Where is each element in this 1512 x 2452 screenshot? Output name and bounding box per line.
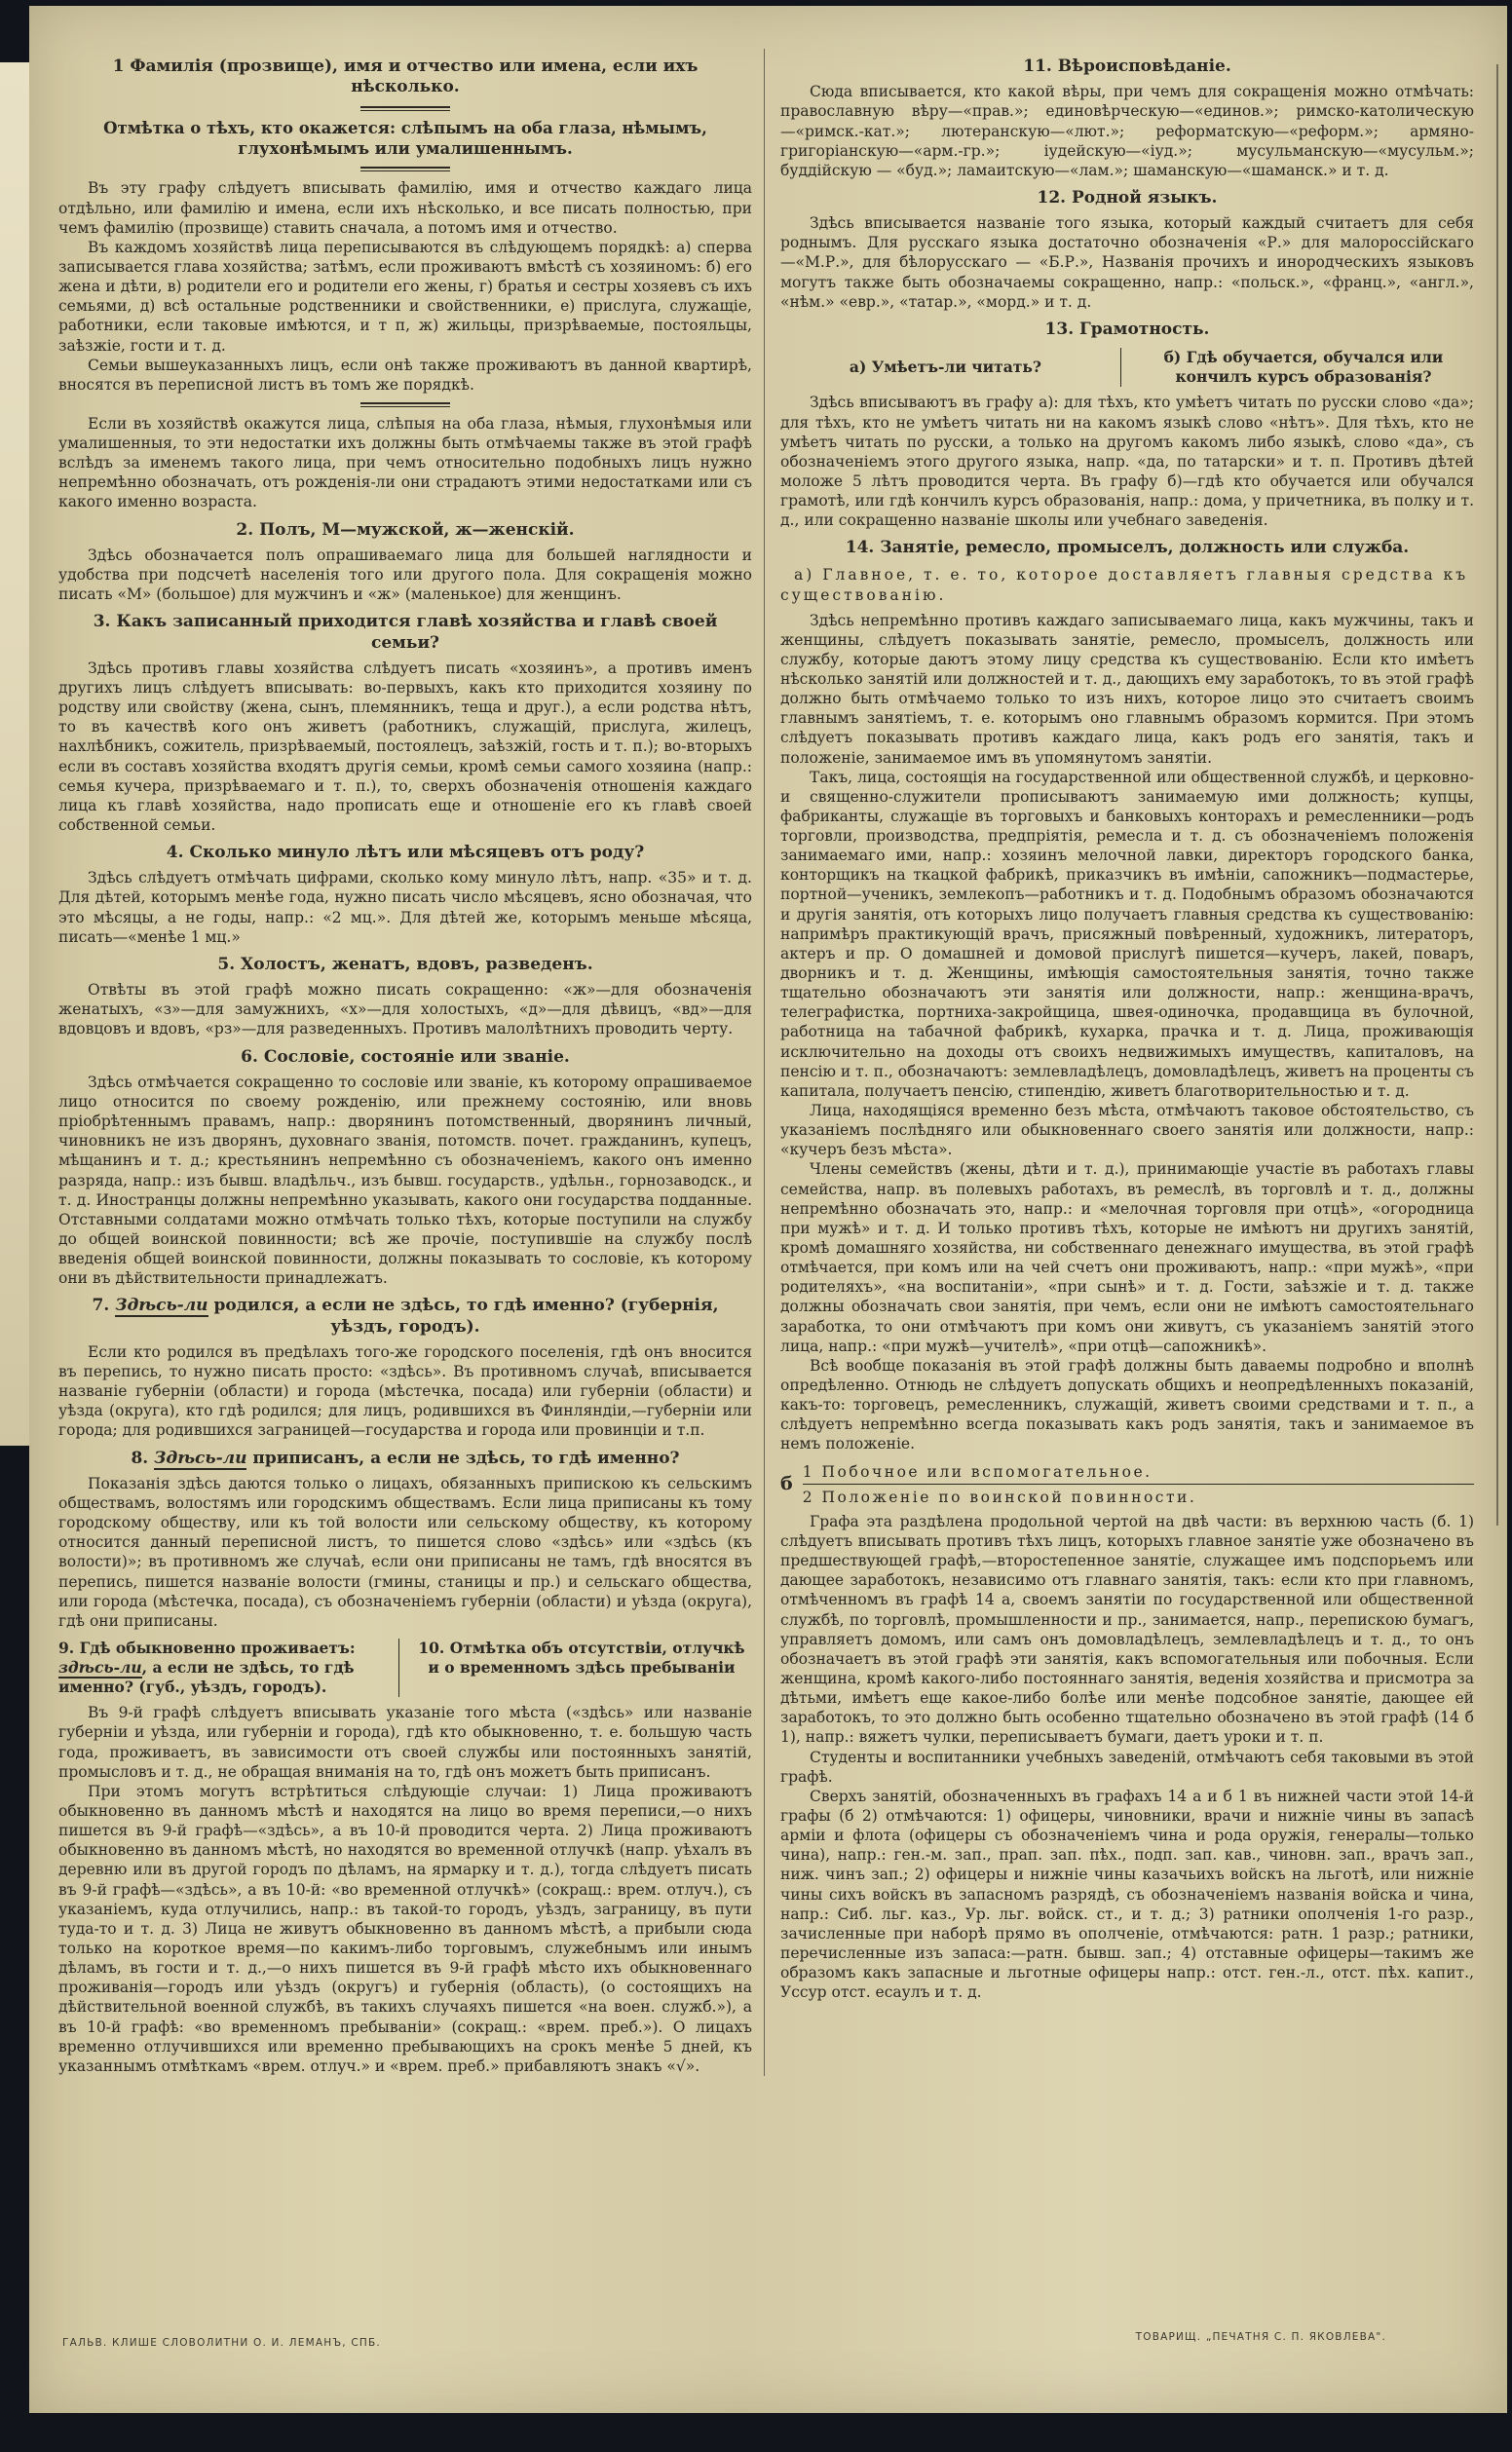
paragraph-age: Здѣсь слѣдуетъ отмѣчать цифрами, сколько кому минуло лѣтъ, напр. «35» и т. д. Для дѣтей, которымъ менѣе года, нужно писать число мѣсяцевъ, ясно обозначая, что это мѣсяцы, а не годы, напр.: «2 мц.». Для дѣтей же, которымъ меньше мѣсяца, писать—«менѣе 1 мц.» <box>58 869 752 946</box>
paragraph-registration: Показанія здѣсь даются только о лицахъ, обязанныхъ припискою къ сельскимъ обществамъ, волостямъ или городскимъ обществамъ. Если лица приписаны къ тому городскому обществу, или къ той волости или сельскому обществу, къ которому относится данный переписной листъ, то пишется слово «здѣсь» или «здѣсь (къ волости)»; въ противномъ же случаѣ, если они приписаны не тамъ, гдѣ вносятся въ перепись, пишется названіе волости (гмины, станицы и пр.) и сельскаго общества, или города (мѣстечка, посада), съ обозначеніемъ губерніи (области) и уѣзда (округа), гдѣ они приписаны. <box>58 1474 752 1630</box>
section-14-heading: 14. Занятіе, ремесло, промыселъ, должность или служба. <box>845 538 1410 558</box>
section-14b-headings <box>780 1462 1474 1507</box>
paragraph-language: Здѣсь вписывается названіе того языка, который каждый считаетъ для себя роднымъ. Для русскаго языка достаточно обозначенія «Р.» для малороссійскаго—«М.Р.», для бѣлорусскаго — «Б.Р.», Названія прочихъ и инородческихъ языковъ могутъ также быть обозначаемы сокращенно, напр.: «польск.», «франц.», «англ.», «нѣм.» «евр.», «татар.», «морд.» и т. д. <box>780 214 1474 311</box>
section-7-number: 7. <box>92 1296 116 1316</box>
section-13-heading: 13. Грамотность. <box>1044 319 1210 339</box>
section-4-heading: 4. Сколько минуло лѣтъ или мѣсяцевъ отъ роду? <box>166 843 645 863</box>
page-fold-line <box>1496 64 1498 1526</box>
two-column-layout <box>29 6 1507 2076</box>
section-8-italic: Здѣсь-ли <box>154 1448 247 1468</box>
sections-9-10-block <box>58 1639 752 1697</box>
section-8-heading <box>58 1449 752 1469</box>
paragraph-cases: При этомъ могутъ встрѣтиться слѣдующіе случаи: 1) Лица проживаютъ обыкновенно въ данномъ мѣстѣ и находятся на лицо во время переписи,—о нихъ пишется въ 9-й графѣ—«здѣсь», а въ 10-й проводится черта. 2) Лица проживаютъ обыкновенно въ данномъ мѣстѣ, но находятся во временной отлучкѣ (напр. уѣхалъ въ деревню или въ другой городъ по дѣламъ, на ярмарку и т. д.), тогда слѣдуетъ писать въ 9-й графѣ—«здѣсь», а въ 10-й: «во временной отлучкѣ» (сокращ.: врем. отлуч.), съ указаніемъ, куда отлучились, напр.: въ такой-то городъ, уѣздъ, заграницу, въ пути туда-то и т. д. 3) Лица не живутъ обыкновенно въ данномъ мѣстѣ, а прибыли сюда только на короткое время—по какимъ-либо торговымъ, служебнымъ или инымъ дѣламъ, въ гости и т. д.,—о нихъ пишется въ 9-й графѣ мѣсто ихъ обыкновеннаго проживанія—городъ или уѣздъ (округъ) и губернія (область), (о состоящихъ на дѣйствительной военной службѣ, въ такихъ случаяхъ пишется «на воен. служб.»), а въ 10-й графѣ: «во временномъ пребываніи» (сокращ.: «врем. преб.»). О лицахъ временно отлучившихся или временно пребывающихъ на срокъ менѣе 5 дней, къ указаннымъ отмѣткамъ «врем. отлуч.» и «врем. преб.» прибавляютъ знакъ «√». <box>58 1782 752 2075</box>
section-9-pre: Гдѣ обыкновенно проживаетъ: <box>79 1638 356 1657</box>
paragraph-marital: Отвѣты въ этой графѣ можно писать сокращенно: «ж»—для обозначенія женатыхъ, «з»—для замужнихъ, «х»—для холостыхъ, «д»—для дѣвицъ, «вд»—для вдовцовъ и вдовъ, «рз»—для разведенныхъ. Противъ малолѣтнихъ проводить черту. <box>58 981 752 1038</box>
paragraph-estate: Здѣсь отмѣчается сокращенно то сословіе или званіе, къ которому опрашиваемое лицо относится по своему рожденію, или прежнему состоянію, или вновь пріобрѣтеннымъ правамъ, напр.: дворянинъ потомственный, дворянинъ личный, чиновникъ не изъ дворянъ, духовнаго званія, потомств. почет. гражданинъ, купецъ, мѣщанинъ и т. д.; крестьянинъ непремѣнно съ обозначеніемъ, какого онъ именно разряда, напр.: изъ бывш. владѣльч., изъ бывш. государств., удѣльн., горнозаводск., и т. д. Иностранцы должны непремѣнно указывать, какого они государства подданные. Отставными солдатами можно отмѣчать только тѣхъ, которые поступили на службу до общей воинской повинности; всѣ же прочіе, поступившіе на службу послѣ введенія общей воинской повинности, должны показывать то сословіе, къ которому они въ дѣйствительности принадлежатъ. <box>58 1073 752 1288</box>
section-5-heading: 5. Холостъ, женатъ, вдовъ, разведенъ. <box>217 954 593 974</box>
section-14b-lines <box>803 1462 1474 1507</box>
section-8-number: 8. <box>131 1448 155 1468</box>
section-9-rest: , а если не здѣсь, то гдѣ именно? (губ., уѣздъ, городъ). <box>58 1658 355 1697</box>
paragraph-intro: Въ эту графу слѣдуетъ вписывать фамилію, имя и отчество каждаго лица отдѣльно, или фамилію и имена, если ихъ нѣсколько, и все писать полностью, при чемъ фамилію (прозвище) ставить сначала, а потомъ имя и отчество. <box>58 179 752 237</box>
paragraph-general-rule: Всѣ вообще показанія въ этой графѣ должны быть даваемы подробно и вполнѣ опредѣленно. Отнюдь не слѣдуетъ допускать общихъ и неопредѣленныхъ показаній, какъ-то: торговецъ, ремесленникъ, служащій, живетъ своими средствами и т. п., а слѣдуетъ непремѣнно всегда показывать какъ родъ занятія, такъ и занимаемое въ немъ положеніе. <box>780 1356 1474 1453</box>
section-1-note-heading: Отмѣтка о тѣхъ, кто окажется: слѣпымъ на оба глаза, нѣмымъ, глухонѣмымъ или умалишеннымъ. <box>103 118 707 158</box>
paragraph-families: Семьи вышеуказанныхъ лицъ, если онѣ также проживаютъ въ данной квартирѣ, вносятся въ переписной листъ въ томъ же порядкѣ. <box>58 356 752 394</box>
paragraph-family-members: Члены семействъ (жены, дѣти и т. д.), принимающіе участіе въ работахъ главы семейства, напр. въ полевыхъ работахъ, въ ремеслѣ, въ торговлѣ и т. д., должны непремѣнно обозначать это, напр.: и «мелочная торговля при отцѣ», «огородница при мужѣ» и т. д. И только противъ тѣхъ, которые не имѣютъ ни другихъ занятій, кромѣ домашняго хозяйства, ни собственнаго денежнаго имущества, въ этой графѣ отмѣчается, при комъ или на чей счетъ они проживаютъ, напр.: «при мужѣ», «при родителяхъ», «на воспитаніи», «при сынѣ» и т. д. Гости, заѣзжіе и т. д. также должны обозначать свои занятія, при чемъ, если они не имѣютъ самостоятельнаго заработка, то они отмѣчаютъ при комъ они живутъ, съ указаніемъ занятій этого лица, напр.: «при мужѣ—учителѣ», «при отцѣ—сапожникѣ». <box>780 1160 1474 1355</box>
paragraph-without-place: Лица, находящіяся временно безъ мѣста, отмѣчаютъ таковое обстоятельство, съ указаніемъ послѣдняго или обыкновеннаго своего занятія или должности, напр.: «кучеръ безъ мѣста». <box>780 1102 1474 1159</box>
section-10-heading: 10. Отмѣтка объ отсутствіи, отлучкѣ и о временномъ здѣсь пребываніи <box>398 1639 752 1697</box>
section-14b-label: б <box>780 1473 793 1495</box>
paragraph-faith: Сюда вписывается, кто какой вѣры, при чемъ для сокращенія можно отмѣчать: православную вѣру—«прав.»; единовѣрческую—«единов.»; римско-католическую—«римск.-кат.»; лютеранскую—«лют.»; реформатскую—«реформ.»; армяно-григоріанскую—«арм.-гр.»; іудейскую—«іуд.»; мусульманскую—«мусульм.»; буддійскую — «буд.»; ламаитскую—«лам.»; шаманскую—«шаманск.» и т. д. <box>780 83 1474 179</box>
section-7-heading <box>58 1296 752 1338</box>
paragraph-students: Студенты и воспитанники учебныхъ заведеній, отмѣчаютъ себя таковыми въ этой графѣ. <box>780 1748 1474 1786</box>
section-7-italic: Здѣсь-ли <box>115 1296 208 1316</box>
section-14b1-heading: 1 Побочное или вспомогательное. <box>803 1462 1474 1485</box>
paragraph-column9: Въ 9-й графѣ слѣдуетъ вписывать указаніе того мѣста («здѣсь» или названіе губерніи и уѣзда, или губерніи и города), гдѣ кто обыкновенно, т. е. большую часть года, проживаетъ, въ зависимости отъ своей службы или постоянныхъ занятій, промысловъ и т. д., не обращая вниманія на то, гдѣ онъ можетъ быть приписанъ. <box>58 1704 752 1781</box>
paragraph-birthplace: Если кто родился въ предѣлахъ того-же городского поселенія, гдѣ онъ вносится въ перепись, то нужно писать просто: «здѣсь». Въ противномъ случаѣ, вписывается названіе губерніи (области) и города (мѣстечка, посада) или губерніи (области) и уѣзда (округа), кто гдѣ родился; для лицъ, родившихся въ Финляндіи,—губерніи или города; для родившихся заграницей—государства и города или провинціи и т.п. <box>58 1342 752 1440</box>
paragraph-secondary-occupation: Графа эта раздѣлена продольной чертой на двѣ части: въ верхнюю часть (б. 1) слѣдуетъ вписывать противъ тѣхъ лицъ, которыхъ главное занятіе уже обозначено въ предшествующей графѣ,—второстепенное занятіе, служащее имъ подспорьемъ или дающее заработокъ, независимо отъ главнаго занятія, такъ: если кто при главномъ, отмѣченномъ въ графѣ 14 а, своемъ занятіи по государственной или общественной службѣ, по торговлѣ, промышленности и пр., занимается, напр., перепискою бумагъ, управляетъ домомъ, или самъ онъ домовладѣлецъ, землевладѣлецъ и т. д., то онъ обозначаетъ въ этой графѣ эти занятія, какъ вспомогательныя или побочныя. Если женщина, кромѣ какого-либо постояннаго занятія, веденія хозяйства и присмотра за дѣтьми, имѣетъ еще какое-либо болѣе или менѣе подсобное занятіе, дающее ей заработокъ, то это должно быть особенно тщательно обозначено въ этой графѣ (14 б 1), напр.: вяжетъ чулки, переписываетъ бумаги, даетъ уроки и т. п. <box>780 1512 1474 1747</box>
divider-rule <box>360 106 450 111</box>
paragraph-sex: Здѣсь обозначается полъ опрашиваемаго лица для большей наглядности и удобства при подсчетѣ населенія того или другого пола. Для сокращенія можно писать «М» (большое) для мужчинъ и «ж» (маленькое) для женщинъ. <box>58 546 752 604</box>
section-13-subheadings <box>780 348 1474 387</box>
section-7-rest: родился, а если не здѣсь, то гдѣ именно? (губернія, уѣздъ, городъ). <box>208 1296 719 1337</box>
paragraph-household-order: Въ каждомъ хозяйствѣ лица переписываются въ слѣдующемъ порядкѣ: а) сперва записывается глава хозяйства; затѣмъ, если проживаютъ вмѣстѣ съ хозяиномъ: б) его жена и дѣти, в) родители его и родители его жены, г) братья и сестры хозяевъ съ ихъ семьями, д) всѣ остальные родственники и свойственники, е) прислуга, служащіе, работники, если таковые имѣются, и т п, ж) жильцы, призрѣваемые, постояльцы, заѣзжіе, гости и т. д. <box>58 238 752 355</box>
section-14b2-heading: 2 Положеніе по воинской повинности. <box>802 1488 1197 1506</box>
census-instructions-page <box>29 6 1507 2413</box>
section-14a-heading: а) Главное, т. е. то, которое доставляетъ главныя средства къ существованію. <box>780 565 1469 604</box>
section-11-heading: 11. Вѣроисповѣданіе. <box>1023 57 1231 76</box>
printer-credit-left: ГАЛЬВ. КЛИШЕ СЛОВОЛИТНИ О. И. ЛЕМАНЪ, СПБ. <box>62 2337 381 2349</box>
section-9-number: 9. <box>58 1638 80 1657</box>
section-13a-heading: а) Умѣетъ-ли читать? <box>849 358 1041 377</box>
right-column <box>764 49 1474 2076</box>
paragraph-occupation-main: Здѣсь непремѣнно противъ каждаго записываемаго лица, какъ мужчины, такъ и женщины, слѣдуетъ показывать занятіе, ремесло, промыселъ, должность или службу, которые даютъ этому лицу средства къ существованію. Если кто имѣетъ нѣсколько занятій или должностей и т. д., дающихъ ему заработокъ, то въ этой графѣ должно быть отмѣчаемо только то изъ нихъ, которое лицо это считаетъ своимъ главнымъ занятіемъ, т. е. которымъ оно главнымъ образомъ кормится. При этомъ слѣдуетъ показывать противъ каждаго лица, какъ родъ его занятія, такъ и положеніе, занимаемое имъ въ упомянутомъ занятіи. <box>780 611 1474 767</box>
section-3-heading: 3. Какъ записанный приходится главѣ хозяйства и главѣ своей семьи? <box>93 612 718 653</box>
paragraph-literacy: Здѣсь вписываютъ въ графу а): для тѣхъ, кто умѣетъ читать по русски слово «да»; для тѣхъ, кто не умѣетъ читать ни на какомъ языкѣ слово «нѣтъ». Для тѣхъ, кто не умѣетъ читать по русски, а только на другомъ какомъ либо языкѣ, слово «да», съ обозначеніемъ этого другого языка, напр. «да, по татарски» и т. п. Противъ дѣтей моложе 5 лѣтъ проводится черта. Въ графу б)—гдѣ кто обучается или обучался грамотѣ, или гдѣ кончилъ курсъ образованія, напр.: дома, у причетника, въ полку и т. д., или сокращенно названіе школы или учебнаго заведенія. <box>780 394 1474 530</box>
section-2-heading: 2. Полъ, М—мужской, ж—женскій. <box>236 519 575 540</box>
divider-rule <box>360 402 450 407</box>
paragraph-military-status: Сверхъ занятій, обозначенныхъ въ графахъ 14 а и б 1 въ нижней части этой 14-й графы (б 2) отмѣчаются: 1) офицеры, чиновники, врачи и нижніе чины въ запасѣ арміи и флота (офицеры съ обозначеніемъ чина и рода оружія, генералы—только чина), напр.: ген.-м. зап., прап. зап. пѣх., подп. зап. кав., чиновн. зап., врачъ зап., ниж. чинъ зап.; 2) офицеры и нижніе чины казачьихъ войскъ на льготѣ, или нижніе чины сихъ войскъ въ запасномъ разрядѣ, съ обозначеніемъ названія войска и чина, напр.: Сиб. льг. каз., Ур. льг. войск. ст., и т. д.; 3) ратники ополченія 1-го разр., зачисленные при наборѣ прямо въ ополченіе, отмѣчаются: ратн. 1 разр.; ратники, перечисленные изъ запаса:—ратн. бывш. зап.; 4) отставные офицеры—такимъ же образомъ какъ запасные и льготные офицеры напр.: отст. ген.-л., отст. пѣх. капит., Уссур отст. есаулъ и т. д. <box>780 1787 1474 2002</box>
section-9-heading <box>58 1639 398 1697</box>
section-9-italic: здѣсь-ли <box>58 1658 142 1678</box>
section-13b-heading: б) Гдѣ обучается, обучался или кончилъ курсъ образованія? <box>1120 348 1474 387</box>
divider-rule <box>360 167 450 171</box>
section-12-heading: 12. Родной языкъ. <box>1037 187 1218 207</box>
section-8-rest: приписанъ, а если не здѣсь, то гдѣ именно? <box>246 1448 680 1468</box>
paragraph-relation: Здѣсь противъ главы хозяйства слѣдуетъ писать «хозяинъ», а противъ именъ другихъ лицъ слѣдуетъ вписывать: во-первыхъ, какъ кто приходится хозяину по родству или свойству (жена, сынъ, племянникъ, теща и друг.), а если родства нѣтъ, то въ качествѣ кого онъ живетъ (работникъ, служащій, прислуга, жилецъ, нахлѣбникъ, сожитель, призрѣваемый, постоялецъ, заѣзжій, гость и т. п.); во-вторыхъ если въ составъ хозяйства входятъ другія семьи, кромѣ семьи самого хозяина (напр.: семья кучера, призрѣваемаго и т. п.), то, сверхъ обозначенія отношенія каждаго лица къ главѣ хозяйства, надо прописать еще и отношеніе его къ главѣ своей собственной семьи. <box>58 659 752 834</box>
printer-credit-right: ТОВАРИЩ. „ПЕЧАТНЯ С. П. ЯКОВЛЕВА". <box>1135 2331 1386 2343</box>
paragraph-defects: Если въ хозяйствѣ окажутся лица, слѣпыя на оба глаза, нѣмыя, глухонѣмыя или умалишенныя, то эти недостатки ихъ должны быть отмѣчаемы также въ этой графѣ вслѣдъ за именемъ такого лица, при чемъ относительно подобныхъ лицъ нужно непремѣнно обозначать, отъ рожденія-ли они страдаютъ этими недостатками или съ какого именно возраста. <box>58 414 752 511</box>
section-6-heading: 6. Сословіе, состояніе или званіе. <box>241 1046 570 1067</box>
section-1-heading: 1 Фамилія (прозвище), имя и отчество или имена, если ихъ нѣсколько. <box>112 57 699 97</box>
left-column <box>58 49 764 2076</box>
paragraph-occupation-examples: Такъ, лица, состоящія на государственной или общественной службѣ, и церковно-и священно-служители прописываютъ занимаемую ими должность; купцы, фабриканты, служащіе въ торговыхъ и банковыхъ конторахъ и ремесленники—родъ торговли, производства, предпріятія, ремесла и т. д. съ обозначеніемъ положенія занимаемаго ими, напр.: хозяинъ мелочной лавки, директоръ городского банка, конторщикъ на ткацкой фабрикѣ, приказчикъ въ имѣніи, сапожникъ—подмастерье, портной—ученикъ, землекопъ—работникъ и т. д. Подобнымъ образомъ обозначаются и другія занятія, отъ которыхъ лицо получаетъ главныя средства къ существованію: напримѣръ практикующій врачъ, присяжный повѣренный, художникъ, литераторъ, актеръ и пр. О домашней и домовой прислугѣ пишется—кучеръ, лакей, поваръ, дворникъ и т. д. Женщины, имѣющія самостоятельныя занятія, точно также тщательно обозначаютъ эти занятія или должности, напр.: женщина-врачъ, телеграфистка, портниха-закройщица, швея-одиночка, продавщица въ булочной, работница на табачной фабрикѣ, кухарка, прачка и т. д. Лица, проживающія исключительно на доходы отъ своихъ недвижимыхъ имуществъ, капиталовъ, на пенсію и т. п., обозначаютъ: землевладѣлецъ, домовладѣлецъ, живетъ на проценты съ капитала, получаетъ пенсію, стипендію, живетъ благотворительностью и т. д. <box>780 768 1474 1100</box>
